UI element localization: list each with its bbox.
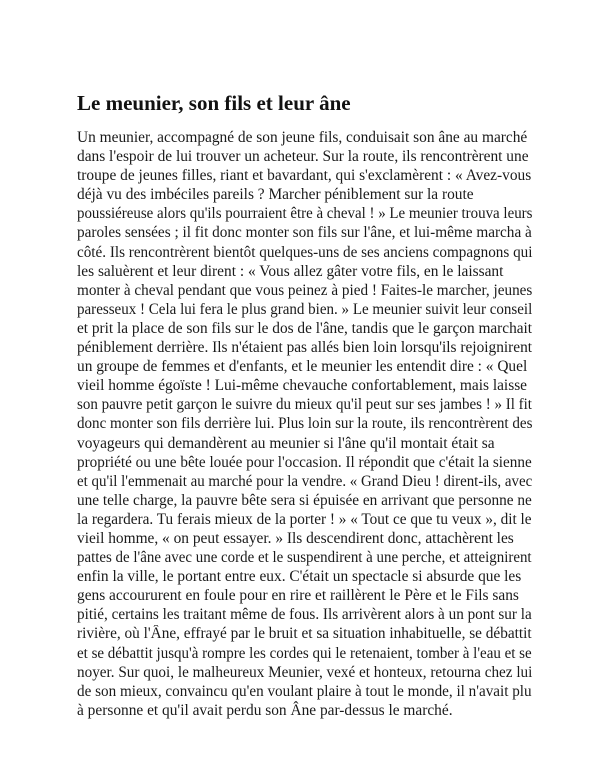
paragraph-line: et qu'il l'emmenait au marché pour la vendre. « Grand Dieu ! dirent-ils, avec	[77, 472, 533, 490]
paragraph-line: paroles sensées ; il fit donc monter son fils sur l'âne, et lui-même marcha à	[77, 224, 532, 242]
paragraph-line: propriété ou une bête louée pour l'occasion. Il répondit que c'était la sienne	[77, 453, 532, 471]
paragraph-line: les saluèrent et leur dirent : « Vous allez gâter votre fils, en le laissant	[77, 262, 504, 280]
paragraph-line: pitié, certains les traitant même de fous. Ils arrivèrent alors à un pont sur la	[77, 606, 532, 624]
paragraph-line: poussiéreuse alors qu'ils pourraient être à cheval ! » Le meunier trouva leurs	[77, 205, 533, 223]
paragraph-line: pattes de l'âne avec une corde et le suspendirent à une perche, et atteignirent	[77, 549, 532, 567]
paragraph-line: troupe de jeunes filles, riant et bavardant, qui s'exclamèrent : « Avez-vous	[77, 167, 532, 185]
paragraph-line: vieil homme égoïste ! Lui-même chevauche confortablement, mais laisse	[77, 377, 528, 395]
paragraph-line: vieil homme, « on peut essayer. » Ils descendirent donc, attachèrent les	[77, 529, 514, 547]
paragraph-line: enfin la ville, le portant entre eux. C'était un spectacle si absurde que les	[77, 568, 522, 586]
paragraph-line: rivière, où l'Âne, effrayé par le bruit et sa situation inhabituelle, se débattit	[77, 625, 532, 643]
paragraph-line: noyer. Sur quoi, le malheureux Meunier, vexé et honteux, retourna chez lui	[77, 663, 533, 681]
paragraph-line: côté. Ils rencontrèrent bientôt quelques-uns de ses anciens compagnons qui	[77, 243, 533, 261]
paragraph-line: voyageurs qui demandèrent au meunier si l'âne qu'il montait était sa	[77, 434, 495, 452]
paragraph-line: déjà vu des imbéciles pareils ? Marcher péniblement sur la route	[77, 186, 474, 204]
paragraph-line: Un meunier, accompagné de son jeune fils, conduisait son âne au marché	[77, 129, 528, 146]
paragraph-line: et se débattit jusqu'à rompre les cordes qui le retenaient, tomber à l'eau et se	[77, 644, 532, 662]
paragraph-line: un groupe de femmes et d'enfants, et le meunier les entendit dire : « Quel	[77, 358, 528, 376]
paragraph-line: de son mieux, convaincu qu'en voulant plaire à tout le monde, il n'avait plu	[77, 682, 532, 700]
story-paragraph	[77, 128, 532, 720]
paragraph-line: paresseux ! Cela lui fera le plus grand bien. » Le meunier suivit leur conseil	[77, 300, 533, 318]
paragraph-line: dans l'espoir de lui trouver un acheteur. Sur la route, ils rencontrèrent une	[77, 148, 529, 166]
paragraph-line: son pauvre petit garçon le suivre du mieux qu'il peut sur ses jambes ! » Il fit	[77, 396, 532, 414]
document-title: Le meunier, son fils et leur âne	[77, 91, 351, 115]
paragraph-line: monter à cheval pendant que vous peinez à pied ! Faites-le marcher, jeunes	[77, 281, 533, 299]
paragraph-line: et prit la place de son fils sur le dos de l'âne, tandis que le garçon marchait	[77, 319, 533, 337]
paragraph-line: à personne et qu'il avait perdu son Âne par-dessus le marché.	[77, 701, 453, 719]
paragraph-line: une telle charge, la pauvre bête sera si épuisée en arrivant que personne ne	[77, 491, 532, 509]
paragraph-line: donc monter son fils derrière lui. Plus loin sur la route, ils rencontrèrent des	[77, 415, 533, 433]
paragraph-line: péniblement derrière. Ils n'étaient pas allés bien loin lorsqu'ils rejoignirent	[77, 339, 533, 357]
paragraph-line: la regardera. Tu ferais mieux de la porter ! » « Tout ce que tu veux », dit le	[77, 510, 532, 528]
paragraph-line: gens accoururent en foule pour en rire et raillèrent le Père et le Fils sans	[77, 587, 519, 605]
